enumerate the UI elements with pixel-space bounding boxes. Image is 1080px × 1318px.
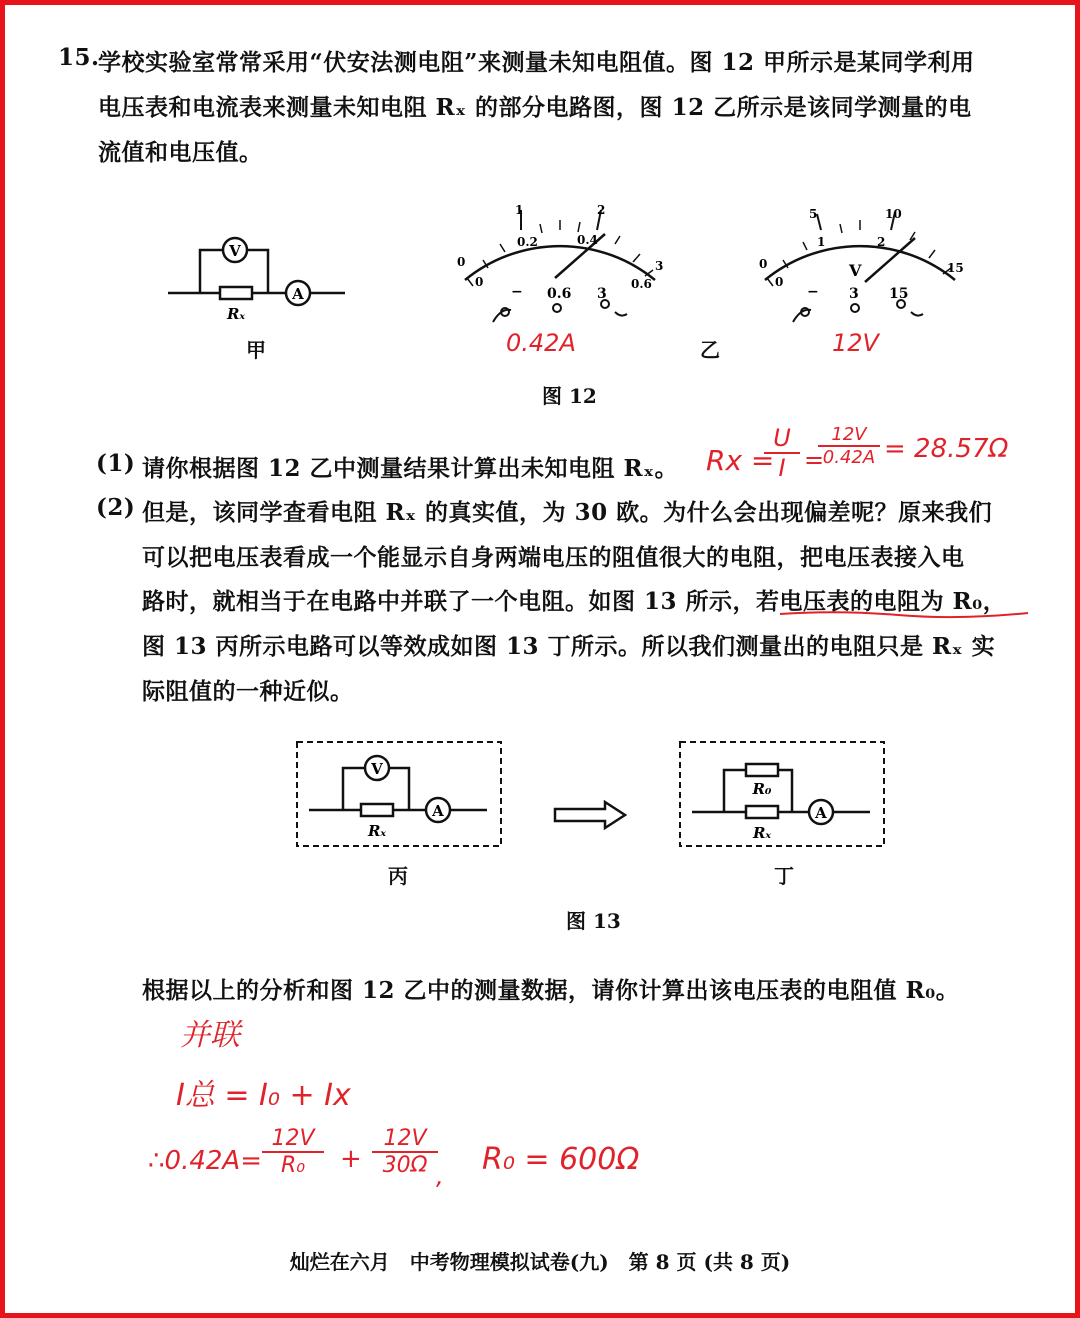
ammeter-bottom-06: 0.6 — [631, 277, 652, 291]
solution-frac1-num: 12V — [262, 1126, 324, 1153]
solution-comma: , — [436, 1162, 444, 1190]
voltmeter-symbol-jia: V — [229, 242, 241, 260]
solution-fraction-1 — [262, 1126, 324, 1178]
ammeter-top-1: 1 — [515, 203, 524, 217]
rx-label-ding: Rₓ — [752, 824, 772, 842]
voltmeter-terminal-minus: − — [807, 284, 819, 300]
ammeter-dial — [445, 200, 675, 330]
figure13-caption: 图 13 — [566, 909, 621, 933]
ammeter-symbol-ding: A — [815, 804, 827, 822]
ammeter-end-0: 0 — [475, 275, 484, 289]
page-footer: 灿烂在六月 中考物理模拟试卷(九) 第 8 页 (共 8 页) — [289, 1250, 791, 1274]
solution-frac2-den: 30Ω — [382, 1153, 428, 1178]
solution-fraction-2 — [372, 1126, 438, 1178]
voltmeter-bottom-2: 2 — [877, 235, 886, 249]
question-number: 15. — [58, 44, 100, 71]
ammeter-reading: 0.42A — [506, 329, 576, 357]
circuit-bing — [295, 740, 505, 850]
voltmeter-bottom-0: 0 — [759, 257, 768, 271]
part1-text: 请你根据图 12 乙中测量结果计算出未知电阻 Rₓ。 — [142, 455, 679, 482]
figure12-caption: 图 12 — [542, 384, 597, 408]
part1-frac-ui-den: I — [778, 454, 786, 482]
part1-eq: = — [804, 446, 825, 474]
final-question: 根据以上的分析和图 12 乙中的测量数据，请你计算出该电压表的电阻值 R₀。 — [142, 977, 960, 1004]
voltmeter-top-10: 10 — [885, 207, 902, 221]
underline-annotation — [778, 608, 1038, 622]
solution-line-current: I总 = I₀ + Ix — [176, 1078, 351, 1113]
solution-line3-prefix: ∴0.42A= — [148, 1146, 263, 1176]
circuit-jia — [160, 225, 360, 335]
part1-result: = 28.57Ω — [884, 434, 1009, 464]
label-yi: 乙 — [700, 338, 720, 362]
part2-line-2: 可以把电压表看成一个能显示自身两端电压的阻值很大的电阻，把电压表接入电 — [142, 544, 965, 571]
voltmeter-end-15: 15 — [947, 261, 964, 275]
solution-plus: + — [340, 1144, 362, 1174]
voltmeter-reading: 12V — [832, 329, 879, 357]
label-bing: 丙 — [388, 864, 408, 888]
label-ding: 丁 — [774, 864, 794, 888]
label-jia: 甲 — [246, 338, 266, 362]
circuit-ding — [678, 740, 888, 850]
intro-line-1: 学校实验室常常采用“伏安法测电阻”来测量未知电阻值。图 12 甲所示是某同学利用 — [98, 49, 975, 76]
part1-label: (1) — [96, 450, 136, 477]
part1-frac-num: 12V — [818, 424, 880, 447]
voltmeter-top-5: 5 — [809, 207, 818, 221]
voltmeter-symbol-bing: V — [371, 760, 383, 778]
intro-line-3: 流值和电压值。 — [98, 139, 263, 166]
solution-result: R₀ = 600Ω — [482, 1142, 640, 1177]
ammeter-bottom-0: 0 — [457, 255, 466, 269]
equivalent-arrow — [553, 800, 629, 830]
ammeter-terminal-3: 3 — [597, 286, 607, 302]
part2-line-3: 路时，就相当于在电路中并联了一个电阻。如图 13 所示，若电压表的电阻为 R₀， — [142, 588, 1007, 615]
part2-line-5: 际阻值的一种近似。 — [142, 678, 354, 705]
voltmeter-terminal-3: 3 — [849, 286, 859, 302]
ammeter-top-2: 2 — [597, 203, 606, 217]
voltmeter-end-0: 0 — [775, 275, 784, 289]
part1-answer-lhs: Rx = — [706, 444, 775, 477]
voltmeter-dial — [745, 200, 975, 330]
intro-line-2: 电压表和电流表来测量未知电阻 Rₓ 的部分电路图，图 12 乙所示是该同学测量的电 — [98, 94, 972, 121]
ammeter-bottom-02: 0.2 — [517, 235, 538, 249]
ammeter-symbol-bing: A — [432, 802, 444, 820]
solution-frac1-den: R₀ — [280, 1153, 306, 1178]
solution-line-parallel: 并联 — [180, 1018, 240, 1053]
resistor-label-jia: Rₓ — [226, 305, 246, 323]
part1-frac-ui — [764, 424, 800, 482]
voltmeter-bottom-1: 1 — [817, 235, 826, 249]
voltmeter-letter: V — [849, 261, 862, 280]
part1-frac-den: 0.42A — [822, 447, 876, 468]
part1-frac-ui-num: U — [764, 424, 800, 454]
ammeter-terminal-minus: − — [511, 284, 523, 300]
part2-label: (2) — [96, 494, 136, 521]
r0-label-ding: R₀ — [752, 780, 772, 798]
ammeter-terminal-06: 0.6 — [547, 286, 572, 302]
voltmeter-terminal-15: 15 — [889, 286, 909, 302]
part1-frac-values — [818, 424, 880, 468]
solution-frac2-num: 12V — [372, 1126, 438, 1153]
part2-line-4: 图 13 丙所示电路可以等效成如图 13 丁所示。所以我们测量出的电阻只是 Rₓ 实 — [142, 633, 996, 660]
ammeter-bottom-04: 0.4 — [577, 233, 598, 247]
rx-label-bing: Rₓ — [367, 822, 387, 840]
ammeter-symbol-jia: A — [292, 285, 304, 303]
part2-line-1: 但是，该同学查看电阻 Rₓ 的真实值，为 30 欧。为什么会出现偏差呢？原来我们 — [142, 499, 993, 526]
ammeter-end-3: 3 — [655, 259, 664, 273]
